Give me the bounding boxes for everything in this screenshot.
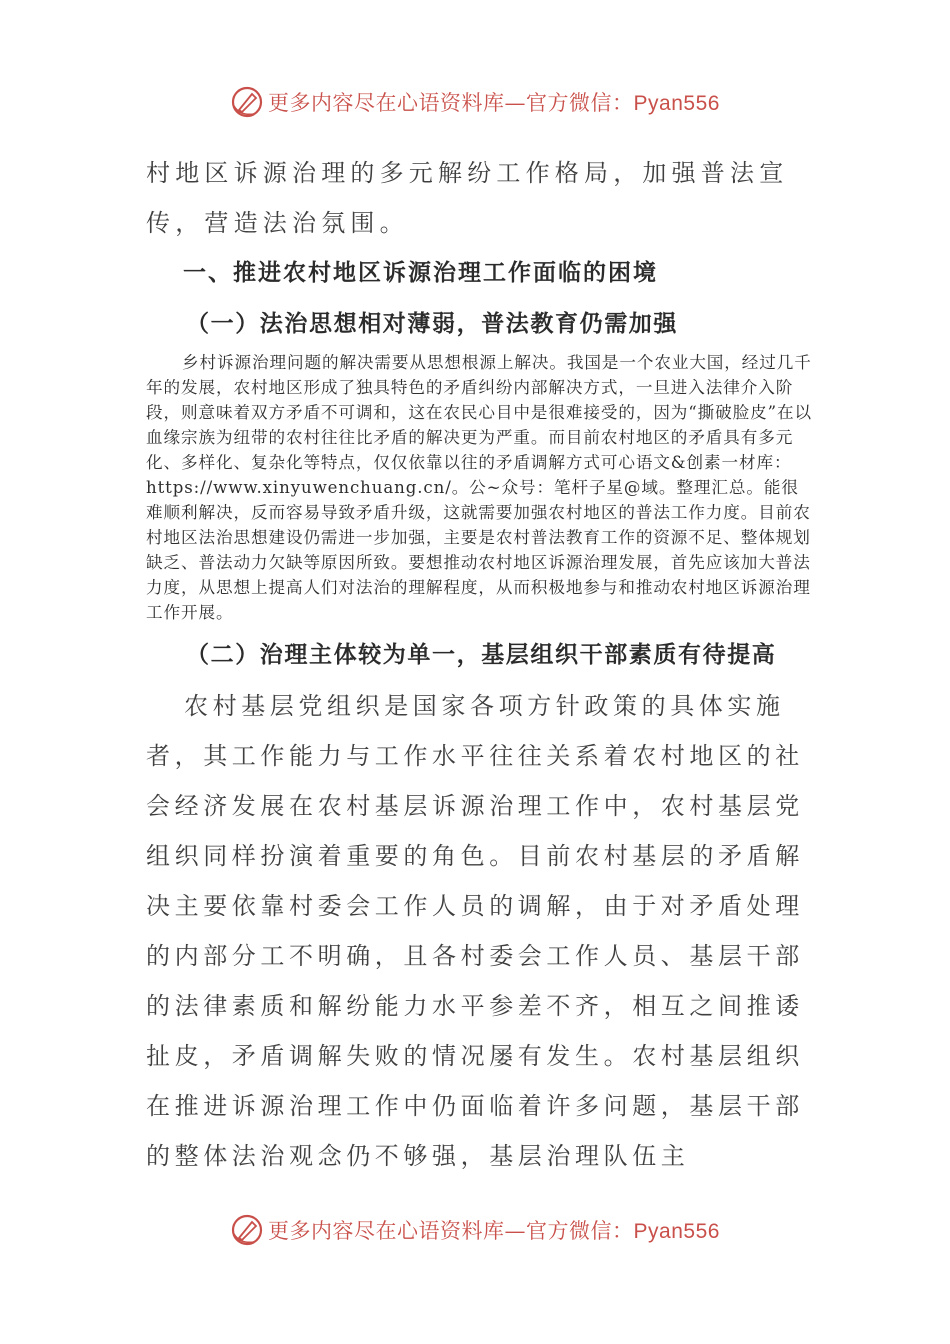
subsection-heading-1: （一）法治思想相对薄弱，普法教育仍需加强: [186, 311, 678, 337]
footer-watermark-banner: [0, 1210, 950, 1250]
subsection-2-body: 农村基层党组织是国家各项方针政策的具体实施者，其工作能力与工作水平往往关系着农村地区的社会经济发展在农村基层诉源治理工作中，农村基层党组织同样扮演着重要的角色。目前农村基层的矛盾解决主要依靠村委会工作人员的调解，由于对矛盾处理的内部分工不明确，且各村委会工作人员、基层干部的法律素质和解纷能力水平参差不齐，相互之间推诿扯皮，矛盾调解失败的情况屡有发生。农村基层组织在推进诉源治理工作中仍面临着许多问题，基层干部的整体法治观念仍不够强，基层治理队伍主: [146, 692, 804, 1170]
wechat-id: Pyan556: [633, 92, 720, 115]
banner-text: 更多内容尽在心语资料库—官方微信：Pyan556: [268, 1219, 720, 1243]
intro-paragraph: 村地区诉源治理的多元解纷工作格局，加强普法宣传，营造法治氛围。: [146, 159, 789, 237]
document-body: [146, 148, 816, 1181]
pen-nib-logo-icon: [230, 85, 264, 119]
subsection-heading-2: （二）治理主体较为单一，基层组织干部素质有待提高: [186, 642, 777, 668]
banner-text: 更多内容尽在心语资料库—官方微信：Pyan556: [268, 91, 720, 115]
wechat-id: Pyan556: [633, 1220, 720, 1243]
section-heading-1: 一、推进农村地区诉源治理工作面临的困境: [183, 260, 658, 286]
header-watermark-banner: [0, 82, 950, 122]
pen-nib-logo-icon: [230, 1213, 264, 1247]
subsection-1-body: 乡村诉源治理问题的解决需要从思想根源上解决。我国是一个农业大国，经过几千年的发展，农村地区形成了独具特色的矛盾纠纷内部解决方式，一旦进入法律介入阶段，则意味着双方矛盾不可调和，这在农民心目中是很难接受的，因为“撕破脸皮”在以血缘宗族为纽带的农村往往比矛盾的解决更为严重。而目前农村地区的矛盾具有多元化、多样化、复杂化等特点，仅仅依靠以往的矛盾调解方式可心语文&创素一材库：https://www.xinyuwenchuang.cn/。公~众号：笔杆子星@域。整理汇总。能很难顺利解决，反而容易导致矛盾升级，这就需要加强农村地区的普法工作力度。目前农村地区法治思想建设仍需进一步加强，主要是农村普法教育工作的资源不足、整体规划缺乏、普法动力欠缺等原因所致。要想推动农村地区诉源治理发展，首先应该加大普法力度，从思想上提高人们对法治的理解程度，从而积极地参与和推动农村地区诉源治理工作开展。: [146, 353, 813, 622]
